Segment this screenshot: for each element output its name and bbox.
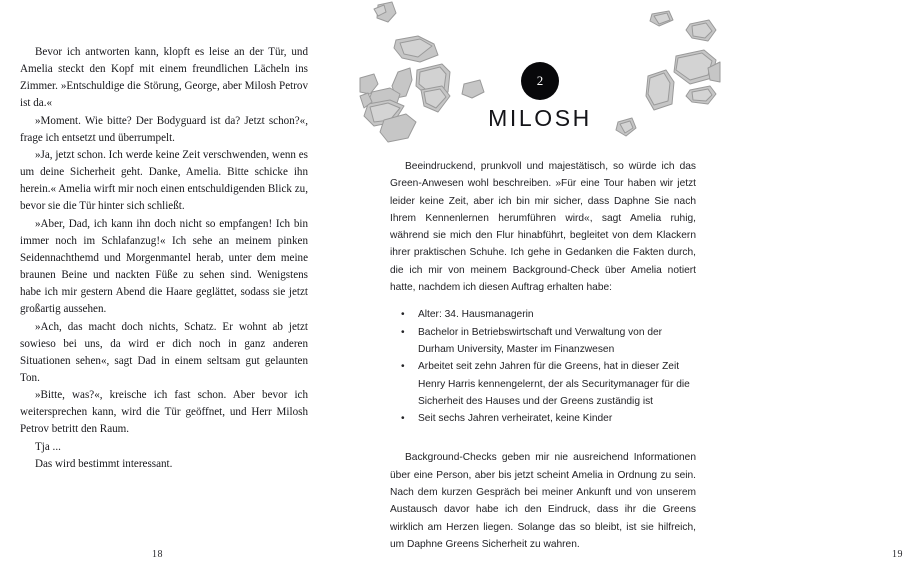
- page-number-left: 18: [152, 549, 163, 560]
- paragraph: Tja ...: [35, 440, 61, 453]
- list-item: • Arbeitet seit zehn Jahren für die Greens, hat in dieser Zeit Henry Harris kennengelernt, der als Securitymanager für die Sicherheit des Hauses und der Greens zuständig ist: [399, 358, 696, 410]
- paragraph: »Ja, jetzt schon. Ich werde keine Zeit verschwenden, wenn es um deine Sicherheit geht. Danke, Amelia. Bitte schicke ihn herein.« Amelia wirft mir noch einen entschuldigenden Blick zu, bevor sie die Tür hinter sich schließt.: [20, 148, 308, 213]
- paragraph: »Aber, Dad, ich kann ihn doch nicht so empfangen! Ich bin immer noch im Schlafanzug!« Ich sehe an meinem pinken Seidennachthemd und Morgenmantel herab, unter dem meine braunen Beine und nackten Füße zu sehen sind. Wenigstens habe ich mir gestern Abend die Haare geglättet, sodass sie jetzt großartig aussehen.: [20, 217, 308, 316]
- list-item: • Alter: 34. Hausmanagerin: [399, 306, 696, 323]
- paragraph-intro: Beeindruckend, prunkvoll und majestätisch, so würde ich das Green-Anwesen wohl beschreiben. »Für eine Tour haben wir jetzt leider keine Zeit, aber ich bin mir sicher, dass Daphne Sie nach Ihrem Kennenlernen herumführen wird«, sagt Amelia ruhig, während sie mich den Flur hinabführt, begleitet von dem Klackern ihrer praktischen Schuhe. Ich gehe in Gedanken die Fakten durch, die ich mir von meinem Background-Check über Amelia notiert hatte, nachdem ich diesen Auftrag erhalten habe:: [390, 161, 696, 294]
- left-page: [0, 0, 360, 574]
- paragraph-spacer: [390, 437, 696, 449]
- page-number-right: 19: [892, 549, 903, 560]
- chapter-header: [360, 0, 720, 150]
- list-item: • Seit sechs Jahren verheiratet, keine Kinder: [399, 410, 696, 427]
- paragraph: »Bitte, was?«, kreische ich fast schon. Aber bevor ich weitersprechen kann, wird die Tür geöffnet, und Herr Milosh Petrov betritt den Raum.: [20, 389, 308, 436]
- background-check-fact-list: [390, 306, 696, 427]
- paragraph: Bevor ich antworten kann, klopft es leise an der Tür, und Amelia steckt den Kopf mit einem freundlichen Lächeln ins Zimmer. »Entschuldige die Störung, George, aber Milosh Petrov ist da.«: [20, 46, 308, 110]
- paragraph-outro: Background-Checks geben mir nie ausreichend Informationen über eine Person, aber bis jetzt scheint Amelia in Ordnung zu sein. Nach dem kurzen Gespräch bei meiner Ankunft und von unserem Austausch davor habe ich den Eindruck, dass ihr die Greens wirklich am Herzen liegen. Solange das so bleibt, ist sie hilfreich, um Daphne Greens Sicherheit zu wahren.: [390, 452, 696, 550]
- chapter-number-badge: [521, 62, 559, 100]
- chapter-number: 2: [536, 73, 544, 88]
- paragraph: Das wird bestimmt interessant.: [35, 457, 173, 470]
- list-item: • Bachelor in Betriebswirtschaft und Verwaltung von der Durham University, Master im Finanzwesen: [399, 324, 696, 359]
- paragraph: »Ach, das macht doch nichts, Schatz. Er wohnt ab jetzt sowieso bei uns, da wird er dich noch in ganz anderen Situationen sehen«, sagt Dad in einem seltsam gut gelaunten Ton.: [20, 320, 308, 384]
- chapter-title: MILOSH: [488, 105, 592, 131]
- paragraph: »Moment. Wie bitte? Der Bodyguard ist da? Jetzt schon?«, frage ich entsetzt und überrumpelt.: [20, 114, 308, 144]
- left-page-body: [20, 44, 308, 473]
- right-page: [360, 0, 903, 574]
- right-page-body: [360, 150, 720, 553]
